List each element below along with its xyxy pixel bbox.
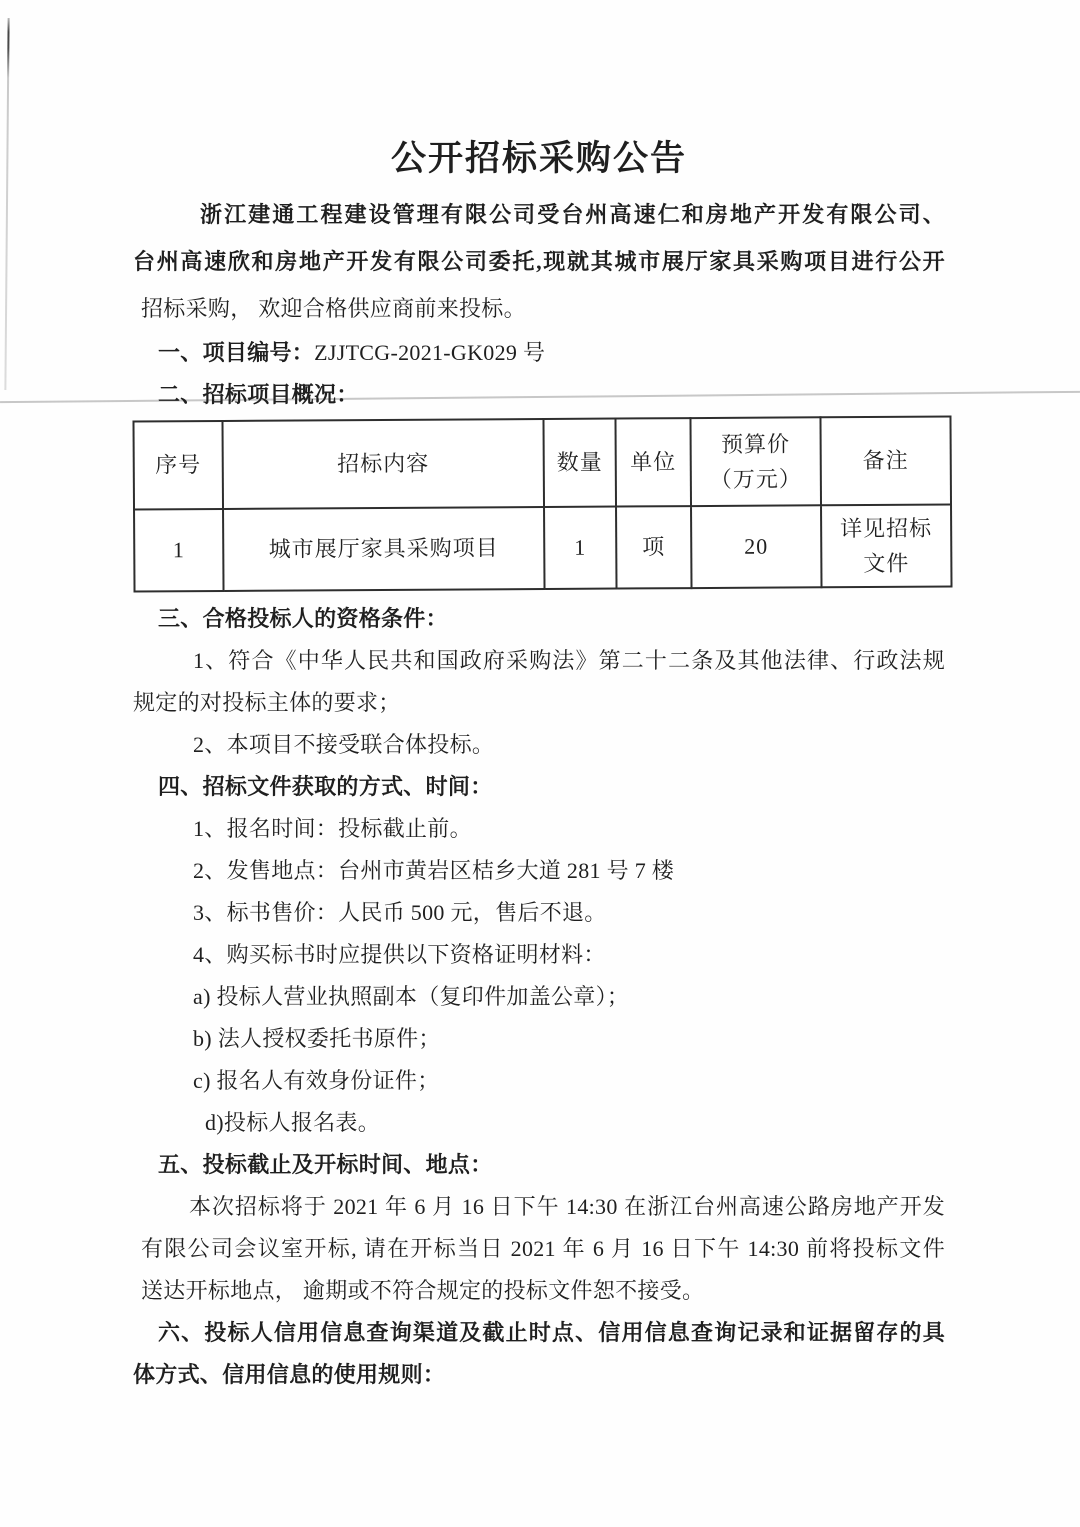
section-4-sub-item-c: c) 报名人有效身份证件； bbox=[193, 1068, 440, 1093]
section-2-heading: 二、招标项目概况： bbox=[158, 382, 359, 407]
section-5-heading: 五、投标截止及开标时间、地点： bbox=[158, 1152, 493, 1177]
intro-line-2: 台州高速欣和房地产开发有限公司委托,现就其城市展厅家具采购项目进行公开 bbox=[133, 249, 945, 274]
section-4-heading: 四、招标文件获取的方式、时间： bbox=[158, 774, 493, 799]
cell-seq: 1 bbox=[134, 509, 223, 592]
note-line-1: 详见招标 bbox=[840, 515, 933, 542]
cell-note bbox=[821, 505, 951, 588]
table-row bbox=[134, 505, 951, 592]
cell-unit: 项 bbox=[616, 506, 691, 588]
section-4-item-1: 1、报名时间：投标截止前。 bbox=[193, 816, 472, 841]
col-header-content: 招标内容 bbox=[222, 419, 544, 509]
cell-qty: 1 bbox=[544, 507, 616, 589]
col-header-note: 备注 bbox=[820, 417, 951, 506]
document-content bbox=[133, 133, 945, 1396]
page-title: 公开招标采购公告 bbox=[390, 139, 687, 178]
col-header-qty: 数量 bbox=[543, 419, 616, 507]
table-header-row bbox=[133, 417, 951, 510]
budget-header-line-1: 预算价 bbox=[721, 431, 791, 457]
section-4-sub-item-b: b) 法人授权委托书原件； bbox=[193, 1026, 441, 1051]
note-line-2: 文件 bbox=[863, 550, 910, 577]
section-6-heading-line-1: 六、投标人信用信息查询渠道及截止时点、信用信息查询记录和证据留存的具 bbox=[158, 1320, 945, 1345]
section-5-para-line-2: 有限公司会议室开标, 请在开标当日 2021 年 6 月 16 日下午 14:30 前将投标文件 bbox=[141, 1236, 945, 1261]
tender-overview-table bbox=[132, 416, 952, 593]
col-header-unit: 单位 bbox=[615, 418, 691, 506]
intro-line-3: 招标采购， 欢迎合格供应商前来投标。 bbox=[141, 296, 526, 321]
cell-content: 城市展厅家具采购项目 bbox=[223, 507, 544, 591]
section-3-item-1-line-1: 1、符合《中华人民共和国政府采购法》第二十二条及其他法律、行政法规 bbox=[193, 648, 945, 673]
col-header-seq: 序号 bbox=[133, 421, 223, 510]
scan-edge-line bbox=[4, 18, 9, 390]
section-1-label: 一、项目编号： bbox=[158, 340, 315, 365]
project-number: ZJJTCG-2021-GK029 号 bbox=[314, 340, 546, 365]
section-4-item-2: 2、发售地点：台州市黄岩区桔乡大道 281 号 7 楼 bbox=[193, 858, 675, 883]
section-3-item-1-line-2: 规定的对投标主体的要求； bbox=[133, 690, 401, 715]
section-4-sub-item-d: d)投标人报名表。 bbox=[205, 1110, 381, 1135]
section-4-item-4: 4、购买标书时应提供以下资格证明材料： bbox=[193, 942, 606, 967]
section-1-heading bbox=[133, 332, 945, 374]
section-5-para-line-3: 送达开标地点， 逾期或不符合规定的投标文件恕不接受。 bbox=[141, 1278, 705, 1303]
intro-line-1: 浙江建通工程建设管理有限公司受台州高速仁和房地产开发有限公司、 bbox=[200, 202, 945, 227]
section-3-item-2: 2、本项目不接受联合体投标。 bbox=[193, 732, 495, 757]
intro-paragraph bbox=[133, 191, 945, 332]
section-3-heading: 三、合格投标人的资格条件： bbox=[158, 606, 448, 631]
section-6-heading-line-2: 体方式、信用信息的使用规则： bbox=[133, 1362, 446, 1387]
cell-budget: 20 bbox=[691, 505, 821, 588]
section-5-para-line-1: 本次招标将于 2021 年 6 月 16 日下午 14:30 在浙江台州高速公路房地产开发 bbox=[189, 1194, 945, 1219]
section-4-sub-item-a: a) 投标人营业执照副本（复印件加盖公章）； bbox=[193, 984, 630, 1009]
section-4-item-3: 3、标书售价：人民币 500 元，售后不退。 bbox=[193, 900, 607, 925]
col-header-budget bbox=[690, 417, 821, 506]
budget-header-line-2: （万元） bbox=[709, 466, 802, 492]
